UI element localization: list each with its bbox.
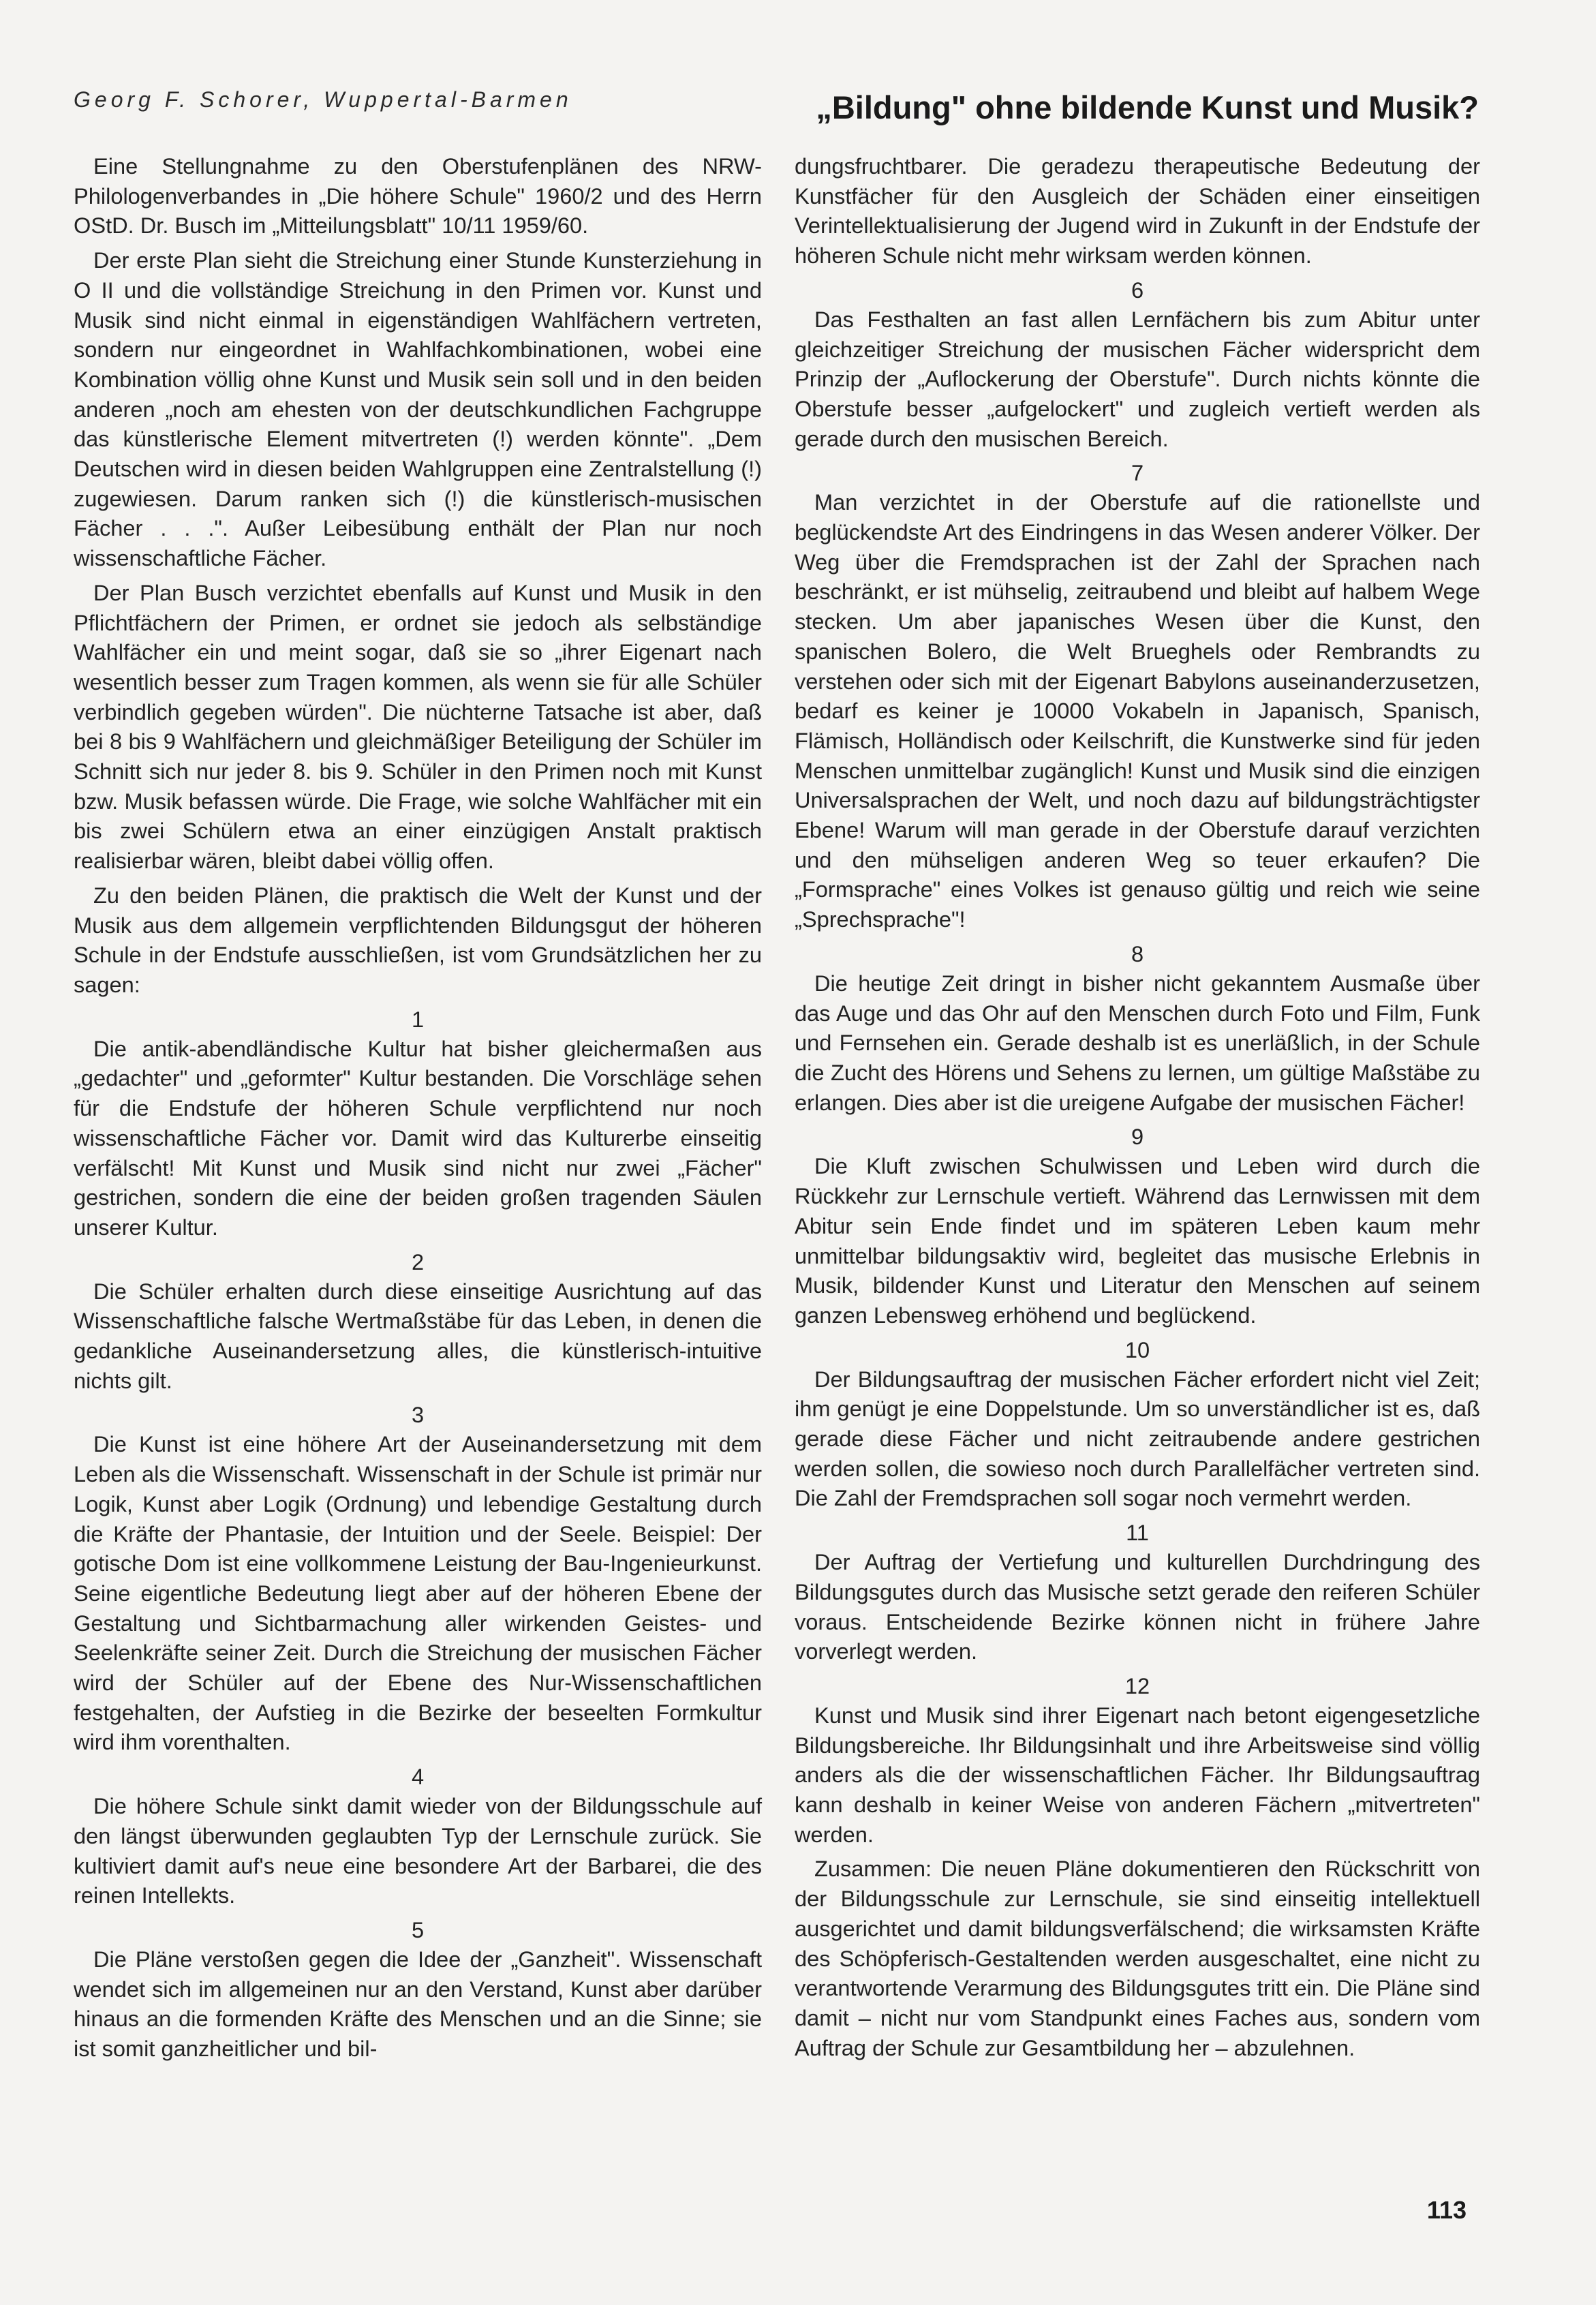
paragraph-principles: Zu den beiden Plänen, die praktisch die Welt der Kunst und der Musik aus dem allgemein verpflichtenden Bildungsgut der höheren Schule in der Endstufe ausschließen, ist vom Grundsätzlichen her zu sagen: bbox=[74, 882, 762, 997]
section-number-11: 11 bbox=[1126, 1520, 1149, 1546]
author-line: Georg F. Schorer, Wuppertal-Barmen bbox=[74, 87, 572, 112]
section-5-continuation: dungsfruchtbarer. Die geradezu therapeutische Bedeutung der Kunstfächer für den Ausgleich der Schäden einer einseitigen Verintellektualisierung der Jugend wird in Zukunft in der Endstufe der höheren Schule nicht mehr wirksam werden können. bbox=[795, 153, 1480, 269]
section-9-text: Die Kluft zwischen Schulwissen und Leben wird durch die Rückkehr zur Lernschule vertieft. Während das Lernwissen mit dem Abitur sein Ende findet und im späteren Leben kaum mehr unmittelbar bildungsaktiv wird, begleitet das musische Erlebnis in Musik, bildender Kunst und Literatur den Menschen auf seinem ganzen Lebensweg erhöhend und beglückend. bbox=[795, 1153, 1480, 1328]
section-number-9: 9 bbox=[1131, 1124, 1144, 1150]
intro-paragraph: Eine Stellungnahme zu den Oberstufenplänen des NRW-Philologenverbandes in „Die höhere Schule" 1960/2 und des Herrn OStD. Dr. Busch im „Mitteilungsblatt" 10/11 1959/60. bbox=[74, 153, 762, 239]
section-7-text: Man verzichtet in der Oberstufe auf die rationellste und beglückendste Art des Eindringens in das Wesen anderer Völker. Der Weg über die Fremdsprachen ist der Zahl der Sprachen nach beschränkt, er ist mühselig, zeitraubend und bleibt auf halbem Wege stecken. Um aber japanisches Wesen über die Kunst, den spanischen Bolero, die Welt Brueghels oder Rembrandts zu verstehen oder sich mit der Eigenart Babylons auseinanderzusetzen, bedarf es keiner je 10000 Vokabeln in Japanisch, Spanisch, Flämisch, Holländisch oder Keilschrift, die Kunstwerke sind für jeden Menschen unmittelbar zugänglich! Kunst und Musik sind die einzigen Universalsprachen der Welt, und noch dazu auf bildungsträchtigster Ebene! Warum will man gerade in der Oberstufe darauf verzichten und den mühseligen anderen Weg so teuer erkaufen? Die „Formsprache" eines Volkes ist genauso gültig und reich wie seine „Sprechsprache"! bbox=[795, 489, 1480, 932]
page-number: 113 bbox=[1426, 2196, 1467, 2224]
section-number-2: 2 bbox=[411, 1249, 425, 1274]
section-number-8: 8 bbox=[1131, 941, 1144, 966]
section-8-text: Die heutige Zeit dringt in bisher nicht gekanntem Ausmaße über das Auge und das Ohr auf den Menschen durch Foto und Film, Funk und Fernsehen ein. Gerade deshalb ist es unerläßlich, in der Schule die Zucht des Hörens und Sehens zu lernen, um gültige Maßstäbe zu erlangen. Dies aber ist die ureigene Aufgabe der musischen Fächer! bbox=[795, 970, 1480, 1115]
section-number-1: 1 bbox=[411, 1006, 425, 1032]
section-1-text: Die antik-abendländische Kultur hat bisher gleichermaßen aus „gedachter" und „geformter" Kultur bestanden. Die Vorschläge sehen für die Endstufe der höheren Schule verpflichtend nur noch wissenschaftliche Fächer vor. Damit wird das Kulturerbe einseitig verfälscht! Mit Kunst und Musik sind nicht nur zwei „Fächer" gestrichen, sondern die eine der beiden großen tragenden Säulen unserer Kultur. bbox=[74, 1035, 762, 1240]
left-column bbox=[74, 151, 762, 2069]
section-2-text: Die Schüler erhalten durch diese einseitige Ausrichtung auf das Wissenschaftliche falsche Wertmaßstäbe für das Leben, in denen die gedankliche Auseinandersetzung alles, die künstlerisch-intuitive nichts gilt. bbox=[74, 1278, 762, 1393]
article-title: „Bildung" ohne bildende Kunst und Musik? bbox=[816, 89, 1479, 125]
section-number-5: 5 bbox=[411, 1917, 425, 1942]
section-10-text: Der Bildungsauftrag der musischen Fächer erfordert nicht viel Zeit; ihm genügt je eine Doppelstunde. Um so unverständlicher ist es, daß gerade diese Fächer und nicht zeitraubende andere gestrichen werden sollen, die sowieso noch durch Parallelfächer vertreten sind. Die Zahl der Fremdsprachen soll sogar noch vermehrt werden. bbox=[795, 1366, 1480, 1511]
right-column bbox=[795, 151, 1480, 2067]
section-number-4: 4 bbox=[411, 1764, 425, 1790]
section-number-10: 10 bbox=[1124, 1337, 1150, 1362]
section-5-text: Die Pläne verstoßen gegen die Idee der „Ganzheit". Wissenschaft wendet sich im allgemeinen nur an den Verstand, Kunst aber darüber hinaus an die formenden Kräfte des Menschen und an die Sinne; sie ist somit ganzheitlicher und bil- bbox=[74, 1946, 762, 2062]
section-number-12: 12 bbox=[1124, 1673, 1150, 1698]
section-number-7: 7 bbox=[1131, 460, 1144, 486]
section-11-text: Der Auftrag der Vertiefung und kulturellen Durchdringung des Bildungsgutes durch das Musische setzt gerade den reiferen Schüler voraus. Entscheidende Bezirke können nicht in frühere Jahre vorverlegt werden. bbox=[795, 1549, 1480, 1664]
section-3-text: Die Kunst ist eine höhere Art der Auseinandersetzung mit dem Leben als die Wissenschaft. Wissenschaft in der Schule ist primär nur Logik, Kunst aber Logik (Ordnung) und lebendige Gestaltung durch die Kräfte der Phantasie, der Intuition und der Seele. Beispiel: Der gotische Dom ist eine vollkommene Leistung der Bau-Ingenieurkunst. Seine eigentliche Bedeutung liegt aber auf der höheren Ebene der Gestaltung und Sichtbarmachung aller wirkenden Geistes- und Seelenkräfte seiner Zeit. Durch die Streichung der musischen Fächer wird der Schüler auf der Ebene des Nur-Wissenschaftlichen festgehalten, der Aufstieg in die Bezirke der beseelten Formkultur wird ihm vorenthalten. bbox=[74, 1431, 762, 1755]
summary-paragraph: Zusammen: Die neuen Pläne dokumentieren den Rückschritt von der Bildungsschule zur Lernschule, sie sind einseitig intellektuell ausgerichtet und damit bildungsverfälschend; die wirksamsten Kräfte des Schöpferisch-Gestaltenden werden ausgeschaltet, eine nicht zu verantwortende Verarmung des Bildungsgutes tritt ein. Die Pläne sind damit – nicht nur vom Standpunkt eines Faches aus, sondern vom Auftrag der Schule zur Gesamtbildung her – abzulehnen. bbox=[795, 1856, 1480, 2060]
section-6-text: Das Festhalten an fast allen Lernfächern bis zum Abitur unter gleichzeitiger Streichung der musischen Fächer widerspricht dem Prinzip der „Auflockerung der Oberstufe". Durch nichts könnte die Oberstufe besser „aufgelockert" und zugleich vertieft werden als gerade durch den musischen Bereich. bbox=[795, 306, 1480, 451]
section-12-text: Kunst und Musik sind ihrer Eigenart nach betont eigengesetzliche Bildungsbereiche. Ihr Bildungsinhalt und ihre Arbeitsweise sind völlig anders als die der wissenschaftlichen Fächer. Ihr Bildungsauftrag kann deshalb in keiner Weise von anderen Fächern „mitvertreten" werden. bbox=[795, 1702, 1480, 1847]
section-4-text: Die höhere Schule sinkt damit wieder von der Bildungsschule auf den längst überwunden geglaubten Typ der Lernschule zurück. Sie kultiviert damit auf's neue eine besondere Art der Barbarei, die des reinen Intellekts. bbox=[74, 1793, 762, 1908]
paragraph-plan-busch: Der Plan Busch verzichtet ebenfalls auf Kunst und Musik in den Pflichtfächern der Primen, er ordnet sie jedoch als selbständige Wahlfächer ein und meint sogar, daß sie so „ihrer Eigenart nach wesentlich besser zum Tragen kommen, als wenn sie für alle Schüler verbindlich gegeben würden". Die nüchterne Tatsache ist aber, daß bei 8 bis 9 Wahlfächern und gleichmäßiger Beteiligung der Schüler im Schnitt sich nur jeder 8. bis 9. Schüler in den Primen noch mit Kunst bzw. Musik befassen würde. Die Frage, wie solche Wahlfächer mit ein bis zwei Schülern etwa an einer einzügigen Anstalt praktisch realisierbar wären, bleibt dabei völlig offen. bbox=[74, 579, 762, 874]
paragraph-plan-1: Der erste Plan sieht die Streichung einer Stunde Kunsterziehung in O II und die vollständige Streichung in den Primen vor. Kunst und Musik sind nicht einmal in eigenständigen Wahlfächern vertreten, sondern nur eingeordnet in Wahlfachkombinationen, wobei eine Kombination völlig ohne Kunst und Musik sein soll und in den beiden anderen „noch am ehesten von der deutschkundlichen Fachgruppe das künstlerische Element mitvertreten (!) werden könnte". „Dem Deutschen wird in diesen beiden Wahlgruppen eine Zentralstellung (!) zugewiesen. Darum ranken sich (!) die künstlerisch-musischen Fächer . . .". Außer Leibesübung enthält der Plan nur noch wissenschaftliche Fächer. bbox=[74, 247, 762, 571]
section-number-3: 3 bbox=[411, 1402, 425, 1428]
section-number-6: 6 bbox=[1131, 277, 1144, 303]
